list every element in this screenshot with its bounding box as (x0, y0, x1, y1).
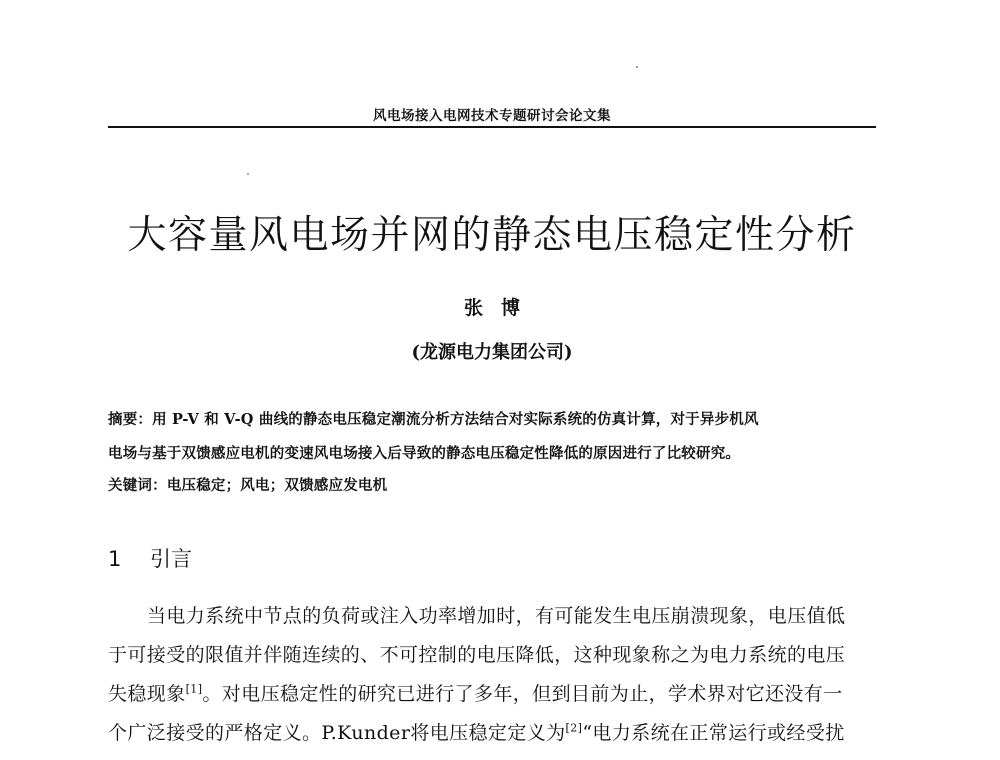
body-text-line-2: 于可接受的限值并伴随连续的、不可控制的电压降低，这种现象称之为电力系统的电压 (108, 644, 846, 666)
keywords-label: 关键词： (108, 477, 167, 494)
paper-title: 大容量风电场并网的静态电压稳定性分析 (127, 213, 857, 258)
body-text-segment: 个广泛接受的严格定义。P.Kunder将电压稳定定义为 (108, 722, 566, 744)
body-text-line-4 (108, 718, 888, 745)
abstract-text-line-1: 用 P-V 和 V-Q 曲线的静态电压稳定潮流分析方法结合对实际系统的仿真计算，对于异步机风 (152, 411, 759, 428)
body-text-line-1: 当电力系统中节点的负荷或注入功率增加时，有可能发生电压崩溃现象，电压值低 (147, 605, 846, 627)
body-text-segment: 失稳现象 (108, 683, 186, 705)
abstract-label: 摘要： (108, 411, 153, 428)
author-name: 张博 (463, 297, 538, 319)
scan-speck (247, 173, 249, 175)
section-number: 1 (108, 547, 122, 571)
abstract (108, 408, 888, 429)
body-text-line-3 (108, 679, 888, 706)
body-text-segment: “电力系统在正常运行或经受扰 (582, 722, 845, 744)
keywords (108, 474, 888, 495)
scan-speck (636, 66, 638, 68)
running-header: 风电场接入电网技术专题研讨会论文集 (373, 108, 611, 124)
section-heading (108, 543, 192, 573)
keywords-text: 电压稳定；风电；双馈感应发电机 (166, 477, 388, 494)
section-title: 引言 (150, 547, 192, 571)
abstract-text-line-2: 电场与基于双馈感应电机的变速风电场接入后导致的静态电压稳定性降低的原因进行了比较研究。 (108, 445, 741, 462)
citation-ref-2[interactable]: [2] (565, 721, 583, 735)
body-text-segment: 。对电压稳定性的研究已进行了多年，但到目前为止，学术界对它还没有一 (202, 683, 843, 705)
header-rule (108, 126, 876, 128)
author-affiliation: (龙源电力集团公司) (411, 342, 573, 363)
citation-ref-1[interactable]: [1] (185, 682, 203, 696)
